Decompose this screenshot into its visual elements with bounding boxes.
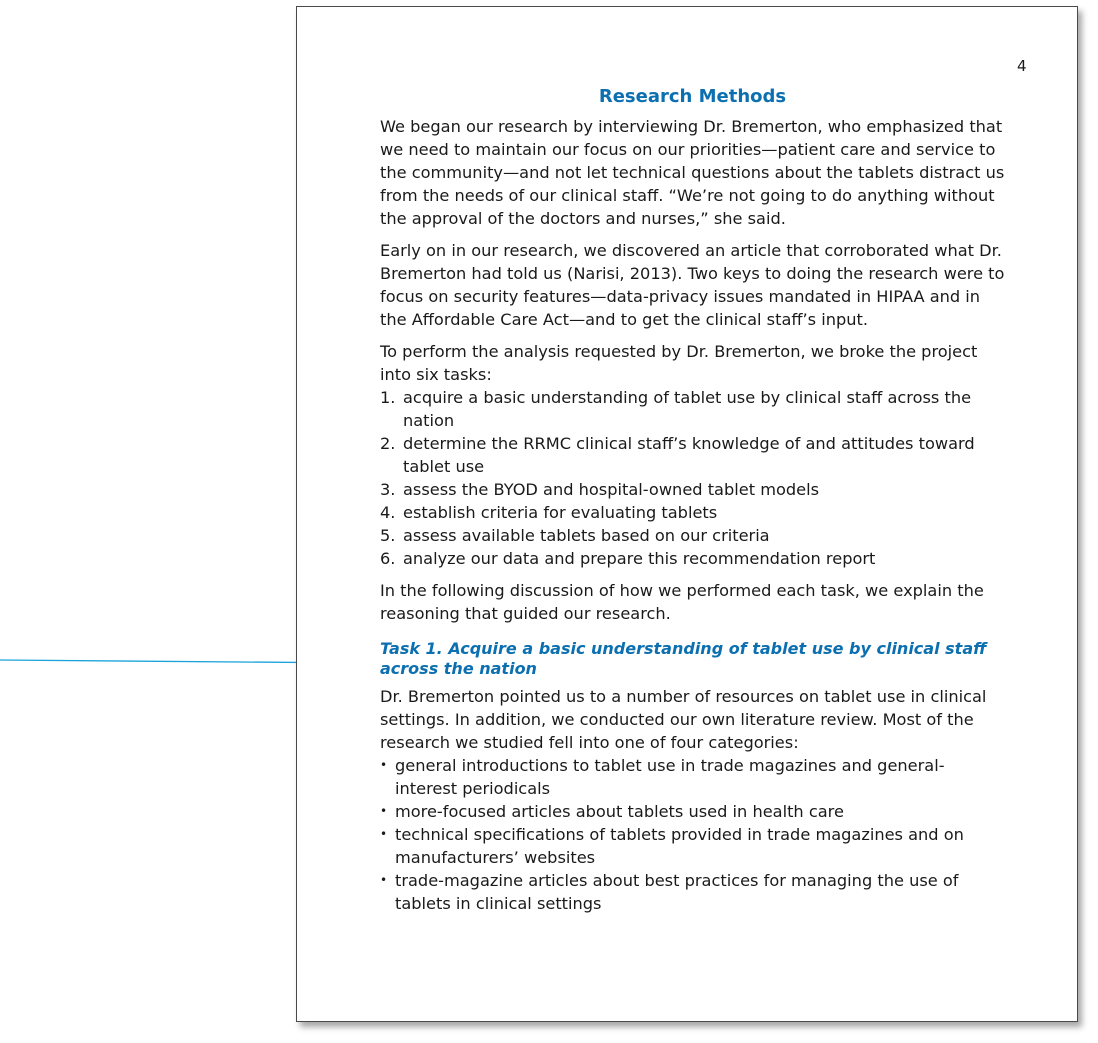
category-text: trade-magazine articles about best practices for managing the use of tablets in clinical settings: [395, 871, 959, 913]
task-list-item: [380, 501, 1005, 524]
bullet-icon: •: [380, 873, 388, 887]
category-list: [380, 754, 1005, 915]
task-number: 3.: [380, 480, 396, 499]
bullet-icon: •: [380, 827, 388, 841]
bullet-icon: •: [380, 758, 388, 772]
page-number: 4: [1017, 57, 1027, 75]
page-content: [380, 85, 1005, 915]
task-number: 4.: [380, 503, 396, 522]
intro-paragraph-1: We began our research by interviewing Dr. Bremerton, who emphasized that we need to maintain our focus on our priorities—patient care and service to the community—and not let technical questions about the tablets distract us from the needs of our clinical staff. “We’re not going to do anything without the approval of the doctors and nurses,” she said.: [380, 117, 1005, 228]
task-text: analyze our data and prepare this recommendation report: [403, 549, 876, 568]
task-text: assess the BYOD and hospital-owned tablet models: [403, 480, 820, 499]
category-text: more-focused articles about tablets used in health care: [395, 802, 844, 821]
task-number: 1.: [380, 388, 396, 407]
tasks-intro: To perform the analysis requested by Dr. Bremerton, we broke the project into six tasks:: [380, 342, 978, 384]
task-text: determine the RRMC clinical staff’s knowledge of and attitudes toward tablet use: [403, 434, 975, 476]
task1-heading: Task 1. Acquire a basic understanding of tablet use by clinical staff across the nation: [380, 639, 987, 678]
task-text: establish criteria for evaluating tablets: [403, 503, 718, 522]
intro-paragraph-2: Early on in our research, we discovered an article that corroborated what Dr. Bremerton had told us (Narisi, 2013). Two keys to doing the research were to focus on security features—data-privacy issues mandated in HIPAA and in the Affordable Care Act—and to get the clinical staff’s input.: [380, 241, 1005, 329]
task1-paragraph: Dr. Bremerton pointed us to a number of resources on tablet use in clinical settings. In addition, we conducted our own literature review. Most of the research we studied fell into one of four categories:: [380, 687, 987, 752]
section-title: Research Methods: [598, 86, 787, 107]
category-list-item: [380, 800, 1005, 823]
task-number: 6.: [380, 549, 396, 568]
task-text: acquire a basic understanding of tablet use by clinical staff across the nation: [403, 388, 972, 430]
task-list-item: [380, 478, 1005, 501]
category-list-item: [380, 754, 1005, 800]
document-page: [296, 6, 1078, 1022]
task-list-item: [380, 547, 1005, 570]
task-list-item: [380, 524, 1005, 547]
task-list-item: [380, 386, 1005, 432]
discussion-paragraph: In the following discussion of how we performed each task, we explain the reasoning that guided our research.: [380, 581, 984, 623]
category-text: technical specifications of tablets provided in trade magazines and on manufacturers’ websites: [395, 825, 964, 867]
category-list-item: [380, 823, 1005, 869]
bullet-icon: •: [380, 804, 388, 818]
category-list-item: [380, 869, 1005, 915]
task-text: assess available tablets based on our criteria: [403, 526, 770, 545]
task-list-item: [380, 432, 1005, 478]
task-list: [380, 386, 1005, 570]
task-number: 2.: [380, 434, 396, 453]
category-text: general introductions to tablet use in trade magazines and general-interest periodicals: [395, 756, 945, 798]
task-number: 5.: [380, 526, 396, 545]
